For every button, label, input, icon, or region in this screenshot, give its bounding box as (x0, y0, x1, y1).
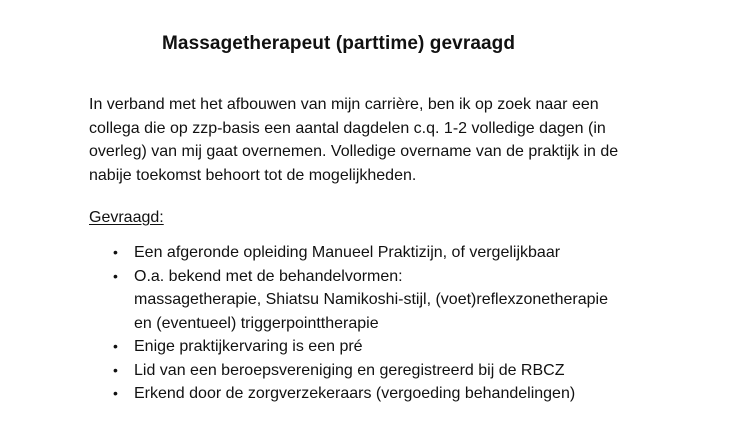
bullet-icon: • (113, 267, 118, 284)
requirement-item (89, 265, 608, 336)
requirement-text-continued: massagetherapie, Shiatsu Namikoshi-stijl, (voet)reflexzonetherapie (134, 291, 608, 308)
requirements-list (89, 241, 608, 406)
bullet-icon: • (113, 338, 118, 354)
intro-line: overleg) van mij gaat overnemen. Volledige overname van de praktijk in de (89, 143, 619, 160)
requirement-text: Enige praktijkervaring is een pré (134, 338, 363, 355)
intro-line: nabije toekomst behoort tot de mogelijkheden. (89, 166, 417, 184)
requirement-text: O.a. bekend met de behandelvormen: (134, 267, 403, 285)
requirement-text-continued: en (eventueel) triggerpointtherapie (134, 314, 379, 332)
intro-paragraph (89, 93, 709, 187)
requirements-heading: Gevraagd: (89, 209, 164, 226)
requirement-item (89, 335, 608, 359)
requirement-item (89, 359, 608, 383)
document-title: Massagetherapeut (parttime) gevraagd (162, 33, 516, 54)
bullet-icon: • (113, 361, 118, 378)
requirement-item (89, 382, 608, 406)
bullet-icon: • (113, 244, 118, 260)
requirement-item (89, 241, 608, 265)
intro-line: collega die op zzp-basis een aantal dagdelen c.q. 1-2 volledige dagen (in (89, 119, 606, 137)
requirement-text: Een afgeronde opleiding Manueel Praktizijn, of vergelijkbaar (134, 244, 561, 261)
requirement-text: Lid van een beroepsvereniging en geregistreerd bij de RBCZ (134, 361, 565, 379)
requirement-text: Erkend door de zorgverzekeraars (vergoeding behandelingen) (134, 385, 576, 402)
intro-line: In verband met het afbouwen van mijn carrière, ben ik op zoek naar een (89, 96, 599, 113)
bullet-icon: • (113, 385, 118, 401)
